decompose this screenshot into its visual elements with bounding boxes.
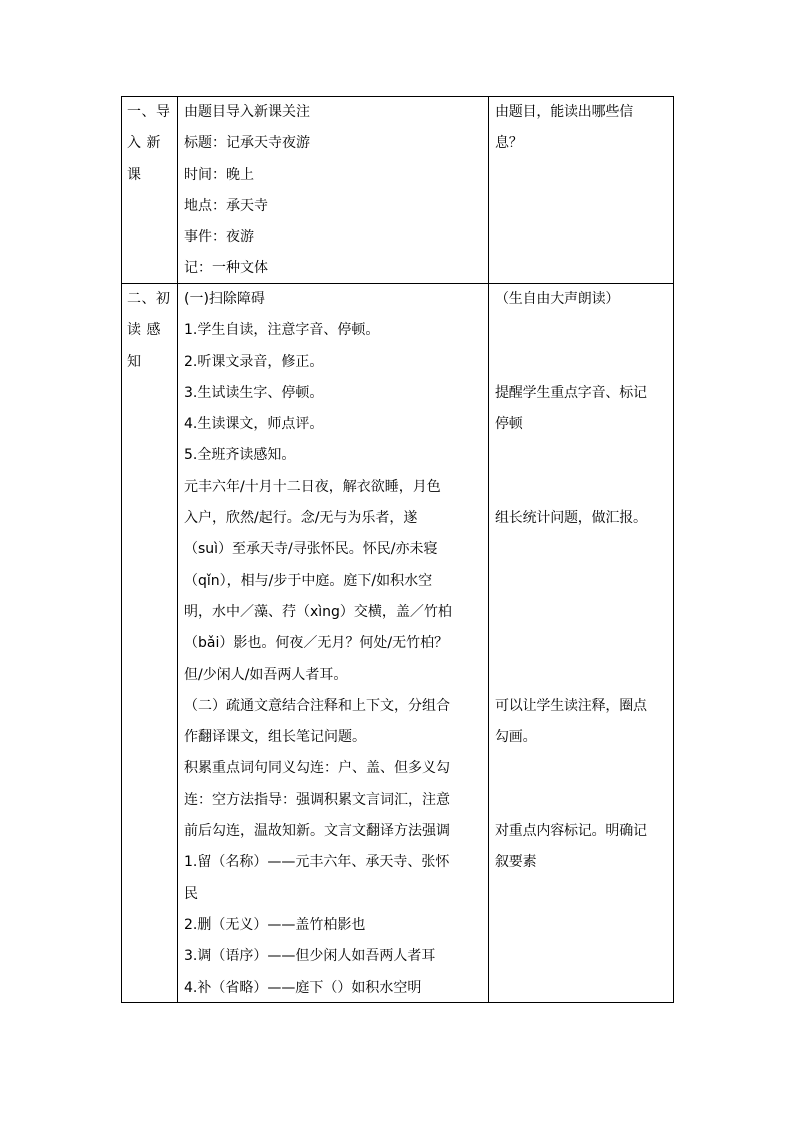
section-label-line: 读 感 xyxy=(127,322,161,339)
lesson-plan-table xyxy=(121,96,674,1003)
content-line: 由题目导入新课关注 xyxy=(184,104,310,120)
note-line: 停顿 xyxy=(495,416,523,433)
classical-text-line: （bǎi）影也。何夜／无月？何处/无竹柏？ xyxy=(184,635,449,652)
note-line: 对重点内容标记。明确记 xyxy=(495,823,647,840)
content-line: 事件：夜游 xyxy=(184,229,254,246)
content-line: 4.补（省略）——庭下（）如积水空明 xyxy=(184,979,422,996)
content-line: 连：空方法指导：强调积累文言词汇，注意 xyxy=(184,791,450,808)
section-label-line: 课 xyxy=(127,166,142,183)
content-line: 民 xyxy=(184,885,198,902)
content-line: 标题：记承天寺夜游 xyxy=(184,135,310,152)
classical-text-line: 但/少闲人/如吾两人者耳。 xyxy=(184,666,348,683)
content-line: 时间：晚上 xyxy=(184,166,254,183)
note-line: 叙要素 xyxy=(495,854,537,871)
content-line: 记：一种文体 xyxy=(184,260,268,277)
section-label-line: 一、导 xyxy=(127,104,171,120)
column-divider-1 xyxy=(177,96,178,1003)
notes-cell-intro xyxy=(495,97,670,160)
note-line: 组长统计问题，做汇报。 xyxy=(495,510,647,527)
content-line: 3.调（语序）——但少闲人如吾两人者耳 xyxy=(184,948,436,965)
content-line: 地点：承天寺 xyxy=(184,197,268,214)
content-line: 4.生读课文，师点评。 xyxy=(184,416,324,433)
content-line: 前后勾连，温故知新。文言文翻译方法强调 xyxy=(184,823,450,840)
column-divider-2 xyxy=(488,96,489,1003)
section-cell-intro xyxy=(127,97,173,191)
content-line: 作翻译课文，组长笔记问题。 xyxy=(184,729,366,746)
classical-text-line: （qǐn），相与/步于中庭。庭下/如积水空 xyxy=(184,572,433,589)
section-cell-first-reading xyxy=(127,284,173,378)
classical-text-line: （suì）至承天寺/寻张怀民。怀民/亦未寝 xyxy=(184,541,438,558)
table-border-right xyxy=(673,96,674,1003)
note-line: 勾画。 xyxy=(495,729,537,746)
content-line: 积累重点词句同义勾连：户、盖、但多义勾 xyxy=(184,760,450,777)
note-line: 提醒学生重点字音、标记 xyxy=(495,384,647,401)
content-line: 1.留（名称）——元丰六年、承天寺、张怀 xyxy=(184,854,450,871)
content-cell-intro xyxy=(184,97,484,285)
note-line: （生自由大声朗读） xyxy=(495,291,620,307)
content-line: (一)扫除障碍 xyxy=(184,291,265,307)
note-line: 息？ xyxy=(495,135,523,152)
content-line: 3.生试读生字、停顿。 xyxy=(184,384,324,401)
content-line: （二）疏通文意结合注释和上下文，分组合 xyxy=(184,697,450,714)
notes-cell-first-reading xyxy=(495,284,670,879)
section-label-line: 知 xyxy=(127,353,142,370)
content-cell-first-reading xyxy=(184,284,484,1004)
note-line: 由题目，能读出哪些信 xyxy=(495,104,633,120)
section-label-line: 二、初 xyxy=(127,291,171,307)
table-border-left xyxy=(121,96,122,1003)
content-line: 2.删（无义）——盖竹柏影也 xyxy=(184,916,366,933)
note-line: 可以让学生读注释，圈点 xyxy=(495,697,647,714)
classical-text-line: 元丰六年/十月十二日夜，解衣欲睡，月色 xyxy=(184,478,441,495)
content-line: 5.全班齐读感知。 xyxy=(184,447,296,464)
section-label-line: 入 新 xyxy=(127,135,161,152)
classical-text-line: 明，水中／藻、荇（xìng）交横，盖／竹柏 xyxy=(184,603,452,620)
content-line: 1.学生自读，注意字音、停顿。 xyxy=(184,322,380,339)
content-line: 2.听课文录音，修正。 xyxy=(184,353,324,370)
classical-text-line: 入户，欣然/起行。念/无与为乐者，遂 xyxy=(184,510,418,527)
